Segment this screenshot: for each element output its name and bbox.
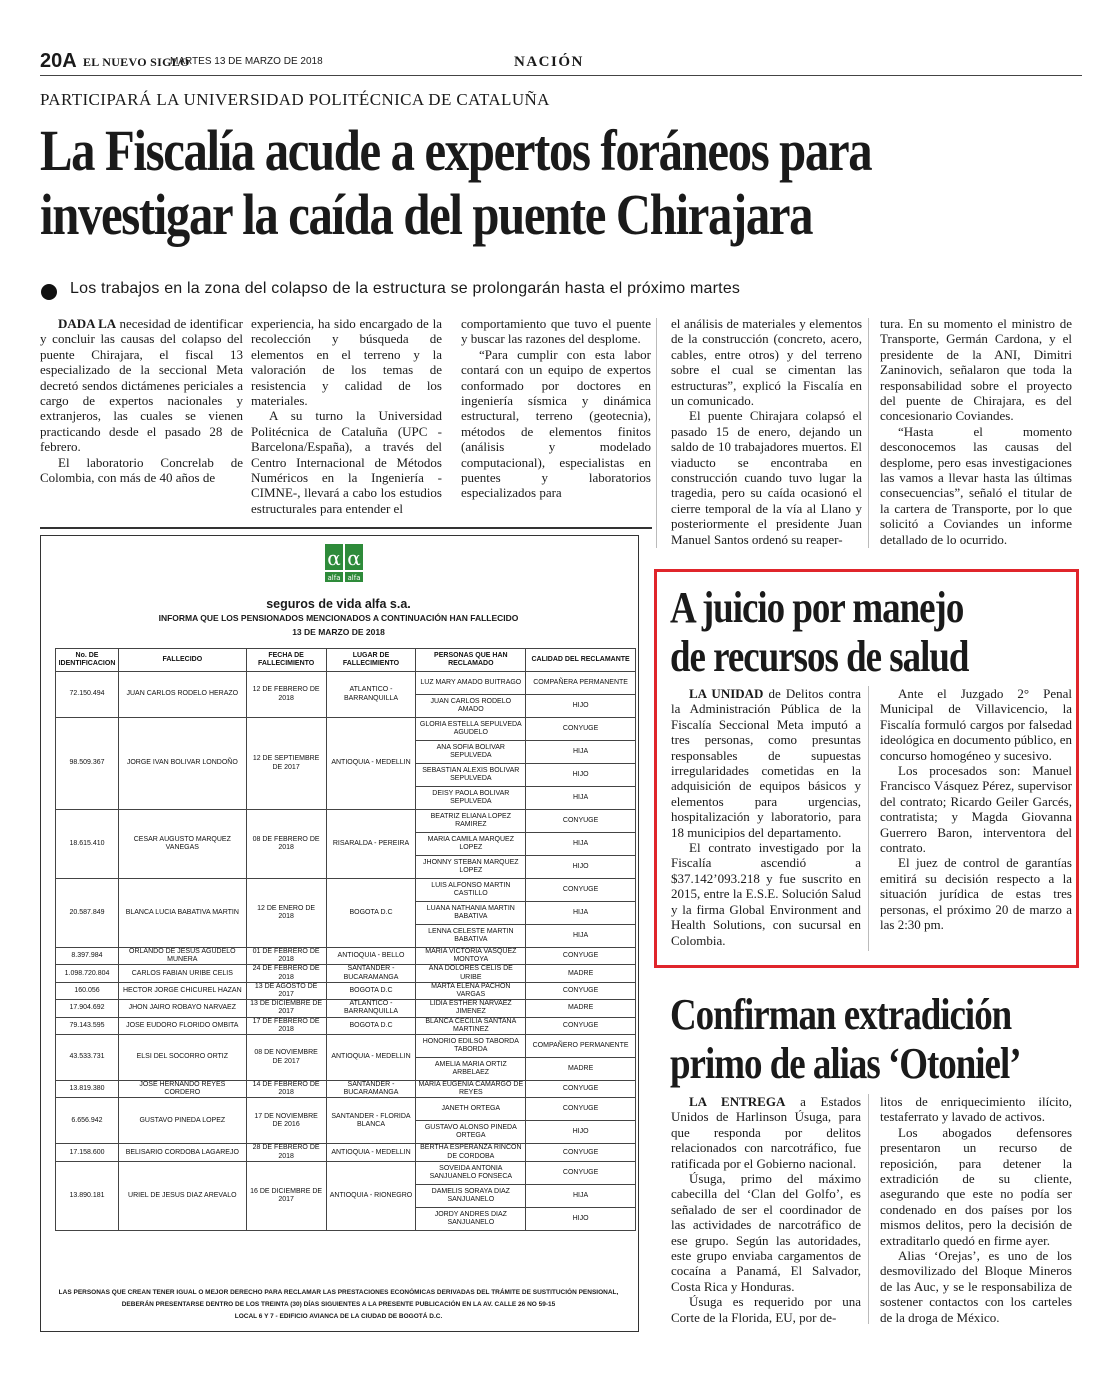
section-name: NACIÓN bbox=[514, 54, 584, 70]
story2-column-2 bbox=[880, 686, 1072, 933]
id-cell: 18.615.410 bbox=[56, 810, 119, 879]
date-cell: 12 DE FEBRERO DE 2018 bbox=[246, 672, 326, 718]
claimant-cell: SEBASTIAN ALEXIS BOLIVAR SEPULVEDA bbox=[416, 764, 526, 787]
relationship-cell: HIJO bbox=[526, 1121, 636, 1144]
relationship-cell: HIJA bbox=[526, 902, 636, 925]
relationship-cell: CONYUGE bbox=[526, 1081, 636, 1098]
id-cell: 13.819.380 bbox=[56, 1081, 119, 1098]
lead-word: DADA LA bbox=[58, 316, 117, 331]
claimant-cell: LUZ MARY AMADO BUITRAGO bbox=[416, 672, 526, 695]
relationship-cell: HIJA bbox=[526, 1184, 636, 1207]
relationship-cell: CONYUGE bbox=[526, 879, 636, 902]
claimant-cell: BEATRIZ ELIANA LOPEZ RAMIREZ bbox=[416, 810, 526, 833]
relationship-cell: CONYUGE bbox=[526, 1144, 636, 1161]
header-divider bbox=[40, 75, 1082, 76]
column-divider bbox=[868, 318, 869, 548]
deceased-cell: ELSI DEL SOCORRO ORTIZ bbox=[118, 1035, 246, 1081]
story-headline bbox=[670, 990, 1040, 1088]
claimant-cell: LIDIA ESTHER NARVAEZ JIMENEZ bbox=[416, 1000, 526, 1017]
claimant-cell: MARTA ELENA PACHON VARGAS bbox=[416, 982, 526, 999]
headline-line-2: investigar la caída del puente Chirajara bbox=[40, 182, 813, 247]
table-row bbox=[56, 1144, 636, 1161]
id-cell: 1.098.720.804 bbox=[56, 965, 119, 982]
date-cell: 16 DE DICIEMBRE DE 2017 bbox=[246, 1161, 326, 1230]
claimant-cell: BERTHA ESPERANZA RINCON DE CORDOBA bbox=[416, 1144, 526, 1161]
relationship-cell: MADRE bbox=[526, 1058, 636, 1081]
lead-word: LA UNIDAD bbox=[689, 686, 764, 701]
table-body bbox=[56, 672, 636, 1231]
deceased-cell: CARLOS FABIAN URIBE CELIS bbox=[118, 965, 246, 982]
place-cell: BOGOTA D.C bbox=[326, 1017, 416, 1034]
id-cell: 17.158.600 bbox=[56, 1144, 119, 1161]
date-cell: 17 DE NOVIEMBRE DE 2016 bbox=[246, 1098, 326, 1144]
claimant-cell: DAMELIS SORAYA DIAZ SANJUANELO bbox=[416, 1184, 526, 1207]
headline-line-2: primo de alias ‘Otoniel’ bbox=[670, 1039, 1021, 1088]
svg-text:alfa: alfa bbox=[347, 574, 361, 582]
column-header: LUGAR DE FALLECIMIENTO bbox=[326, 649, 416, 672]
place-cell: RISARALDA - PEREIRA bbox=[326, 810, 416, 879]
paragraph: Úsuga, primo del máximo cabecilla del ‘Clan del Golfo’, es señalado de ser el coordinador de las actividades de narcotráfico de ese grupo. Según las autoridades, este grupo enviaba cargamentos de cocaína a Panamá, El Salvador, Costa Rica y Honduras. bbox=[671, 1171, 861, 1294]
date-cell: 12 DE SEPTIEMBRE DE 2017 bbox=[246, 718, 326, 810]
table-row bbox=[56, 1098, 636, 1121]
relationship-cell: COMPAÑERO PERMANENTE bbox=[526, 1035, 636, 1058]
relationship-cell: HIJA bbox=[526, 833, 636, 856]
alfa-logo bbox=[325, 544, 363, 582]
claimant-cell: LENNA CELESTE MARTIN BABATIVA bbox=[416, 925, 526, 948]
paragraph bbox=[671, 1094, 861, 1171]
column-header: CALIDAD DEL RECLAMANTE bbox=[526, 649, 636, 672]
column-header: No. DE IDENTIFICACION bbox=[56, 649, 119, 672]
ad-notice-text: INFORMA QUE LOS PENSIONADOS MENCIONADOS A CONTINUACIÓN HAN FALLECIDO bbox=[158, 613, 519, 623]
paragraph-text: necesidad de identificar y concluir las causas del colapso del puente Chirajara, el fiscal 13 especializado de la seccional Meta decretó sendos dictámenes periciales a cargo de expertos nacionales y extranjeros, las cuales se vienen practicando desde el pasado 28 de febrero. bbox=[40, 316, 243, 455]
id-cell: 20.587.849 bbox=[56, 879, 119, 948]
claimant-cell: BLANCA CECILIA SANTANA MARTINEZ bbox=[416, 1017, 526, 1034]
relationship-cell: CONYUGE bbox=[526, 982, 636, 999]
newspaper-name: EL NUEVO SIGLO bbox=[83, 55, 190, 69]
table-row bbox=[56, 1081, 636, 1098]
relationship-cell: CONYUGE bbox=[526, 810, 636, 833]
paragraph: El puente Chirajara colapsó el pasado 15 de enero, dejando un saldo de 10 trabajadores muertos. El viaducto se encontraba en construcción cuando tuvo lugar la tragedia, pero su caída ocasionó el cierre temporal de la vía al Llano y posteriormente el presidente Juan Manuel Santos ordenó su reaper- bbox=[671, 408, 862, 547]
main-story-column-4 bbox=[671, 316, 862, 547]
paragraph: “Hasta el momento desconocemos las causas del desplome, pero esas investigaciones las vamos a llevar hasta las últimas consecuencias”, señaló el titular de la cartera de Transporte, por lo que solicitó a Coviandes un informe detallado de lo ocurrido. bbox=[880, 423, 1072, 547]
place-cell: BOGOTA D.C bbox=[326, 982, 416, 999]
story-headline bbox=[670, 583, 1023, 681]
table-row bbox=[56, 982, 636, 999]
claimant-cell: DEISY PAOLA BOLIVAR SEPULVEDA bbox=[416, 787, 526, 810]
place-cell: ATLANTICO - BARRANQUILLA bbox=[326, 672, 416, 718]
id-cell: 98.509.367 bbox=[56, 718, 119, 810]
claimant-cell: MARIA EUGENIA CAMARGO DE REYES bbox=[416, 1081, 526, 1098]
paragraph: A su turno la Universidad Politécnica de Cataluña (UPC - Barcelona/España), a través del Centro Internacional de Métodos Numéricos en la Ingeniería -CIMNE-, llevará a cabo los estudios estructurales para entender el bbox=[251, 408, 442, 516]
table-row bbox=[56, 879, 636, 902]
relationship-cell: CONYUGE bbox=[526, 718, 636, 741]
place-cell: SANTANDER - BUCARAMANGA bbox=[326, 965, 416, 982]
paragraph: Alias ‘Orejas’, es uno de los desmovilizado del Bloque Mineros de las Auc, y se le responsabiliza de sostener contactos con los carteles de la droga de México. bbox=[880, 1248, 1072, 1325]
svg-text:α: α bbox=[327, 546, 341, 570]
table-row bbox=[56, 1000, 636, 1017]
headline-line-1: Confirman extradición bbox=[670, 990, 1012, 1039]
table-row bbox=[56, 672, 636, 695]
place-cell: SANTANDER - BUCARAMANGA bbox=[326, 1081, 416, 1098]
paragraph: el análisis de materiales y elementos de la construcción (concreto, acero, cables, entre otros) y del terreno sobre el cual se cimentan las estructuras”, explicó la Fiscalía en un comunicado. bbox=[671, 316, 862, 409]
deceased-cell: GUSTAVO PINEDA LOPEZ bbox=[118, 1098, 246, 1144]
id-cell: 160.056 bbox=[56, 982, 119, 999]
table-row bbox=[56, 1161, 636, 1184]
ad-footer-line: LOCAL 6 Y 7 - EDIFICIO AVIANCA DE LA CIUDAD DE BOGOTÁ D.C. bbox=[234, 1313, 443, 1320]
place-cell: ANTIOQUIA - MEDELLIN bbox=[326, 718, 416, 810]
paragraph: Los procesados son: Manuel Francisco Vásquez Pérez, supervisor del contrato; Ricardo Geiler Garcés, contratista; y Magda Giovanna Guerrero Baron, interventora del contrato. bbox=[880, 763, 1072, 856]
date-cell: 01 DE FEBRERO DE 2018 bbox=[246, 948, 326, 965]
main-story-column-3 bbox=[461, 316, 651, 501]
svg-text:alfa: alfa bbox=[327, 574, 341, 582]
paragraph: litos de enriquecimiento ilícito, testaferrato y lavado de activos. bbox=[880, 1094, 1072, 1125]
claimant-cell: MARIA CAMILA MARQUEZ LOPEZ bbox=[416, 833, 526, 856]
paragraph: Los abogados defensores presentaron un recurso de reposición, para detener la extradición de su cliente, asegurando que este no podía ser condenado en dos países por los mismos delitos, pero la decisión de extraditarlo quedó en firme ayer. bbox=[880, 1124, 1072, 1248]
paragraph: Ante el Juzgado 2° Penal Municipal de Villavicencio, la Fiscalía formuló cargos por falsedad ideológica en documento público, en concurso homogéneo y sucesivo. bbox=[880, 686, 1072, 763]
place-cell: BOGOTA D.C bbox=[326, 879, 416, 948]
place-cell: ANTIOQUIA - BELLO bbox=[326, 948, 416, 965]
relationship-cell: HIJA bbox=[526, 741, 636, 764]
claimant-cell: GUSTAVO ALONSO PINEDA ORTEGA bbox=[416, 1121, 526, 1144]
column-header: FECHA DE FALLECIMIENTO bbox=[246, 649, 326, 672]
paragraph: tura. En su momento el ministro de Transporte, Germán Cardona, y el presidente de la ANI, Dimitri Zaninovich, señalaron que toda la responsabilidad sobre el proyecto del puente de Chirajara, es del concesionario Coviandes. bbox=[880, 316, 1072, 424]
relationship-cell: CONYUGE bbox=[526, 1098, 636, 1121]
column-divider bbox=[868, 1094, 869, 1324]
claimant-cell: JORDY ANDRES DIAZ SANJUANELO bbox=[416, 1207, 526, 1230]
date-cell: 17 DE FEBRERO DE 2018 bbox=[246, 1017, 326, 1034]
ad-footer-line: LAS PERSONAS QUE CREAN TENER IGUAL O MEJOR DERECHO PARA RECLAMAR LAS PRESTACIONES ECONÓMICAS DERIVADAS DEL TRÁMITE DE SUSTITUCIÓN PENSIONAL, bbox=[58, 1289, 619, 1296]
claimant-cell: GLORIA ESTELLA SEPULVEDA AGUDELO bbox=[416, 718, 526, 741]
svg-text:α: α bbox=[347, 546, 361, 570]
column-header: FALLECIDO bbox=[118, 649, 246, 672]
relationship-cell: CONYUGE bbox=[526, 1161, 636, 1184]
table-row bbox=[56, 1017, 636, 1034]
id-cell: 8.397.984 bbox=[56, 948, 119, 965]
deceased-cell: JUAN CARLOS RODELO HERAZO bbox=[118, 672, 246, 718]
relationship-cell: HIJA bbox=[526, 787, 636, 810]
relationship-cell: CONYUGE bbox=[526, 948, 636, 965]
date-cell: 14 DE FEBRERO DE 2018 bbox=[246, 1081, 326, 1098]
paragraph: El contrato investigado por la Fiscalía ascendió a $37.142’093.218 y fue suscrito en 2015, entre la E.S.E. Solución Salud y la firma Global Environment and Health Solutions, con sucursal en Colombia. bbox=[671, 840, 861, 948]
id-cell: 6.656.942 bbox=[56, 1098, 119, 1144]
claimant-cell: MARIA VICTORIA VASQUEZ MONTOYA bbox=[416, 948, 526, 965]
relationship-cell: HIJO bbox=[526, 1207, 636, 1230]
date-cell: 08 DE FEBRERO DE 2018 bbox=[246, 810, 326, 879]
main-headline bbox=[40, 119, 922, 247]
paragraph: experiencia, ha sido encargado de la recolección y búsqueda de elementos en el terreno y la valoración de los temas de resistencia y calidad de los materiales. bbox=[251, 316, 442, 409]
relationship-cell: HIJO bbox=[526, 856, 636, 879]
table-row bbox=[56, 948, 636, 965]
paragraph-text: de Delitos contra la Administración Pública de la Fiscalía Seccional Meta imputó a tres personas, como presuntas responsables de supuestas irregularidades cometidas en la adquisición de equipos básicos y elementos para urgencias, hospitalización y laboratorio, para 18 municipios del departamento. bbox=[671, 686, 861, 840]
table-row bbox=[56, 810, 636, 833]
lead-word: LA ENTREGA bbox=[689, 1094, 786, 1109]
deceased-cell: CESAR AUGUSTO MARQUEZ VANEGAS bbox=[118, 810, 246, 879]
main-story-column-1 bbox=[40, 316, 243, 485]
claimant-cell: ANA DOLORES CELIS DE URIBE bbox=[416, 965, 526, 982]
date-cell: 24 DE FEBRERO DE 2018 bbox=[246, 965, 326, 982]
relationship-cell: HIJO bbox=[526, 764, 636, 787]
date-cell: 13 DE DICIEMBRE DE 2017 bbox=[246, 1000, 326, 1017]
relationship-cell: CONYUGE bbox=[526, 1017, 636, 1034]
id-cell: 43.533.731 bbox=[56, 1035, 119, 1081]
table-row bbox=[56, 1035, 636, 1058]
subheadline: Los trabajos en la zona del colapso de la estructura se prolongarán hasta el próximo martes bbox=[70, 280, 741, 297]
place-cell: ANTIOQUIA - MEDELLIN bbox=[326, 1144, 416, 1161]
relationship-cell: COMPAÑERA PERMANENTE bbox=[526, 672, 636, 695]
paragraph: “Para cumplir con esta labor contará con un equipo de expertos conformado por doctores en ingeniería sísmica y dinámica estructural, terreno (geotecnia), métodos de elementos finitos (análisis y modelado computacional), especialistas en puentes y laboratorios especializados para bbox=[461, 346, 651, 501]
relationship-cell: MADRE bbox=[526, 965, 636, 982]
section-divider bbox=[40, 527, 652, 529]
claimant-cell: ANA SOFIA BOLIVAR SEPULVEDA bbox=[416, 741, 526, 764]
headline-line-1: A juicio por manejo bbox=[670, 583, 964, 632]
table-row bbox=[56, 718, 636, 741]
paragraph bbox=[40, 316, 243, 455]
story3-column-2 bbox=[880, 1094, 1072, 1325]
deceased-cell: JHON JAIRO ROBAYO NARVAEZ bbox=[118, 1000, 246, 1017]
claimant-cell: JHONNY STEBAN MARQUEZ LOPEZ bbox=[416, 856, 526, 879]
claimant-cell: SOVEIDA ANTONIA SANJUANELO FONSECA bbox=[416, 1161, 526, 1184]
main-story-column-5 bbox=[880, 316, 1072, 547]
claimant-cell: HONORIO EDILSO TABORDA TABORDA bbox=[416, 1035, 526, 1058]
place-cell: ATLANTICO - BARRANQUILLA bbox=[326, 1000, 416, 1017]
id-cell: 79.143.595 bbox=[56, 1017, 119, 1034]
main-story-column-2 bbox=[251, 316, 442, 516]
id-cell: 17.904.692 bbox=[56, 1000, 119, 1017]
date-cell: 28 DE FEBRERO DE 2018 bbox=[246, 1144, 326, 1161]
paragraph: comportamiento que tuvo el puente y buscar las razones del desplome. bbox=[461, 316, 651, 347]
issue-date: MARTES 13 DE MARZO DE 2018 bbox=[170, 56, 323, 67]
deceased-cell: URIEL DE JESUS DIAZ AREVALO bbox=[118, 1161, 246, 1230]
relationship-cell: HIJA bbox=[526, 925, 636, 948]
place-cell: SANTANDER - FLORIDA BLANCA bbox=[326, 1098, 416, 1144]
story3-column-1 bbox=[671, 1094, 861, 1325]
table-row bbox=[56, 965, 636, 982]
paragraph: Úsuga es requerido por una Corte de la Florida, EU, por de- bbox=[671, 1294, 861, 1325]
headline-line-2: de recursos de salud bbox=[670, 632, 969, 681]
deceased-cell: ORLANDO DE JESUS AGUDELO MUNERA bbox=[118, 948, 246, 965]
claimant-cell: LUIS ALFONSO MARTIN CASTILLO bbox=[416, 879, 526, 902]
relationship-cell: MADRE bbox=[526, 1000, 636, 1017]
ad-date: 13 DE MARZO DE 2018 bbox=[292, 627, 385, 637]
kicker: PARTICIPARÁ LA UNIVERSIDAD POLITÉCNICA DE CATALUÑA bbox=[40, 90, 550, 109]
claimant-cell: AMELIA MARIA ORTIZ ARBELAEZ bbox=[416, 1058, 526, 1081]
story2-column-1 bbox=[671, 686, 861, 948]
deceased-cell: JOSE EUDORO FLORIDO OMBITA bbox=[118, 1017, 246, 1034]
bullet-icon bbox=[41, 284, 57, 300]
claimant-cell: JANETH ORTEGA bbox=[416, 1098, 526, 1121]
deceased-cell: BLANCA LUCIA BABATIVA MARTIN bbox=[118, 879, 246, 948]
page-number: 20A bbox=[40, 50, 77, 72]
headline-line-1: La Fiscalía acude a expertos foráneos para bbox=[40, 118, 872, 183]
place-cell: ANTIOQUIA - RIONEGRO bbox=[326, 1161, 416, 1230]
deceased-cell: BELISARIO CORDOBA LAGAREJO bbox=[118, 1144, 246, 1161]
relationship-cell: HIJO bbox=[526, 695, 636, 718]
ad-company-name: seguros de vida alfa s.a. bbox=[266, 597, 411, 611]
ad-footer-line: DEBERÁN PRESENTARSE DENTRO DE LOS TREINTA (30) DÍAS SIGUIENTES A LA PRESENTE PUBLICACIÓN EN LA AV. CALLE 26 NO 59-15 bbox=[121, 1301, 556, 1308]
deceased-pensioners-table bbox=[55, 648, 636, 1231]
paragraph bbox=[671, 686, 861, 840]
date-cell: 13 DE AGOSTO DE 2017 bbox=[246, 982, 326, 999]
date-cell: 08 DE NOVIEMBRE DE 2017 bbox=[246, 1035, 326, 1081]
place-cell: ANTIOQUIA - MEDELLIN bbox=[326, 1035, 416, 1081]
table-header-row bbox=[56, 649, 636, 672]
id-cell: 72.150.494 bbox=[56, 672, 119, 718]
claimant-cell: JUAN CARLOS RODELO AMADO bbox=[416, 695, 526, 718]
column-header: PERSONAS QUE HAN RECLAMADO bbox=[416, 649, 526, 672]
paragraph-text: a Estados Unidos de Harlinson Úsuga, para que responda por delitos relacionados con narcotráfico, fue ratificada por el Gobierno nacional. bbox=[671, 1094, 861, 1171]
paragraph: El juez de control de garantías emitirá su decisión respecto a la situación jurídica de estas tres personas, el próximo 20 de marzo a las 2:30 pm. bbox=[880, 855, 1072, 933]
id-cell: 13.890.181 bbox=[56, 1161, 119, 1230]
date-cell: 12 DE ENERO DE 2018 bbox=[246, 879, 326, 948]
column-divider bbox=[656, 318, 657, 548]
claimant-cell: LUANA NATHANIA MARTIN BABATIVA bbox=[416, 902, 526, 925]
deceased-cell: JOSE HERNANDO REYES CORDERO bbox=[118, 1081, 246, 1098]
deceased-cell: JORGE IVAN BOLIVAR LONDOÑO bbox=[118, 718, 246, 810]
paragraph: El laboratorio Concrelab de Colombia, con más de 40 años de bbox=[40, 454, 243, 486]
deceased-cell: HECTOR JORGE CHICUREL HAZAN bbox=[118, 982, 246, 999]
